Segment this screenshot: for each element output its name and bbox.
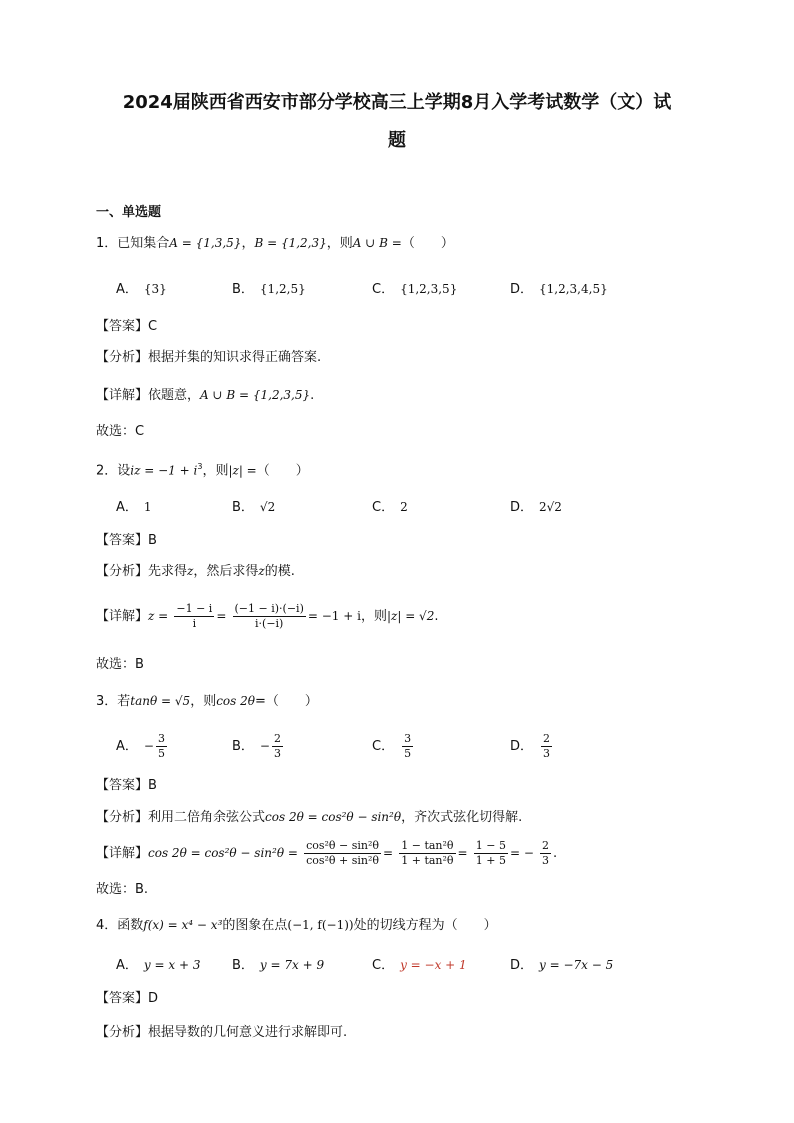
option-label: C． (372, 739, 395, 754)
option-value: 1 (143, 500, 152, 514)
option-label: A． (116, 500, 138, 515)
detail-fraction-4 (540, 839, 551, 868)
q2-prefix: 2．设 (96, 463, 131, 479)
detail-then: ，则 (360, 609, 387, 624)
q2-detail (96, 598, 438, 635)
answer-tag: 【答案】 (96, 533, 149, 548)
analysis-text-a: 利用二倍角余弦公式 (148, 810, 266, 825)
q1-answer (96, 318, 157, 336)
fraction-numerator: 1 − 5 (475, 839, 506, 852)
q2-analysis (96, 562, 295, 581)
option-value: {1,2,3,4,5} (539, 282, 608, 296)
q1-prefix: 1．已知集合 (96, 236, 170, 251)
option-label: C． (372, 282, 395, 297)
option-value: {1,2,5} (259, 282, 306, 296)
option-label: D． (510, 500, 534, 515)
q1-detail (96, 386, 314, 405)
detail-eq: = (216, 609, 227, 623)
fraction-numerator: 2 (273, 732, 281, 745)
analysis-tag: 【分析】 (96, 810, 149, 825)
q2-option-b (232, 498, 275, 517)
fraction-numerator: −1 − i (176, 602, 213, 615)
q1-option-d (510, 280, 608, 299)
q4-analysis (96, 1024, 347, 1042)
q2-option-a (116, 498, 152, 517)
title-line-1: 2024届陕西省西安市部分学校高三上学期8月入学考试数学（文）试 (122, 92, 672, 113)
q4-mid: 的图象在点 (222, 918, 288, 933)
detail-result-sign: = − (509, 846, 534, 860)
q3-option-a (116, 730, 169, 763)
option-sign: − (259, 739, 270, 753)
detail-tag: 【详解】 (96, 388, 149, 403)
option-label: D． (510, 958, 534, 973)
option-label: B． (232, 739, 254, 754)
fraction-denominator: cos²θ + sin²θ (306, 854, 380, 867)
q2-mid: ，则 (202, 463, 229, 479)
q3-option-c (372, 730, 415, 763)
q1-mid: ，则 (326, 236, 353, 251)
answer-value: D (148, 991, 159, 1006)
option-value: y = x + 3 (143, 958, 201, 972)
option-label: A． (116, 739, 138, 754)
detail-abs: |z| = √2 (386, 609, 435, 623)
fraction-numerator: 2 (543, 732, 551, 745)
q2-choose: 故选：B (96, 657, 144, 672)
q3-analysis (96, 808, 522, 827)
q2-option-c (372, 498, 408, 517)
fraction-denominator: 1 + 5 (475, 854, 506, 867)
q4-option-b (232, 956, 324, 975)
q2-answer (96, 532, 157, 550)
analysis-var: z (187, 564, 194, 578)
analysis-text: 根据并集的知识求得正确答案. (148, 350, 322, 365)
q4-option-a (116, 956, 200, 975)
analysis-math: cos 2θ = cos²θ − sin²θ (265, 810, 402, 824)
fraction-denominator: i·(−i) (255, 617, 284, 630)
option-value: √2 (259, 500, 276, 514)
page-title (70, 84, 724, 160)
detail-end: . (434, 609, 439, 624)
answer-tag: 【答案】 (96, 319, 149, 334)
option-label: C． (372, 500, 395, 515)
analysis-tag: 【分析】 (96, 350, 149, 365)
q1-analysis (96, 349, 321, 367)
option-label: A． (116, 958, 138, 973)
fraction-denominator: i (192, 617, 197, 630)
fraction-numerator: cos²θ − sin²θ (306, 839, 380, 852)
detail-z: z = (148, 609, 169, 623)
fraction-denominator: 3 (273, 747, 281, 760)
fraction-numerator: 2 (542, 839, 550, 852)
fraction-denominator: 3 (542, 854, 550, 867)
answer-value: B (148, 533, 157, 548)
option-label: D． (510, 739, 534, 754)
option-sign: − (143, 739, 154, 753)
option-value: 2 (400, 500, 408, 514)
detail-tag: 【详解】 (96, 846, 149, 861)
q1-expr: A ∪ B = (352, 236, 402, 250)
option-label: A． (116, 282, 138, 297)
option-fraction (272, 732, 283, 761)
detail-math: A ∪ B = {1,2,3,5} (200, 388, 311, 402)
q4-stem (96, 916, 497, 935)
detail-tag: 【详解】 (96, 609, 149, 624)
option-label: C． (372, 958, 395, 973)
option-value: 2√2 (539, 500, 562, 514)
q4-option-c (372, 956, 467, 975)
detail-fraction-2 (399, 839, 455, 868)
option-value: {1,2,3,5} (400, 282, 458, 296)
fraction-denominator: 1 + tan²θ (401, 854, 454, 867)
detail-eq: = (457, 846, 468, 860)
q3-answer (96, 777, 157, 795)
q2-expr1: iz = −1 + i (130, 463, 198, 478)
fraction-numerator: 1 − tan²θ (401, 839, 454, 852)
detail-end: . (310, 388, 315, 403)
fraction-numerator: 3 (157, 732, 165, 745)
q4-prefix: 4．函数 (96, 918, 144, 933)
q3-option-b (232, 730, 285, 763)
answer-value: C (148, 319, 158, 334)
q1-option-a (116, 280, 167, 299)
option-fraction (541, 732, 552, 761)
q4-expr2: (−1, f(−1)) (287, 918, 354, 932)
q3-mid: ，则 (190, 694, 217, 709)
analysis-text: 根据导数的几何意义进行求解即可. (148, 1025, 348, 1040)
q1-stem (96, 234, 454, 253)
option-fraction (402, 732, 413, 761)
q2-exp: 3 (197, 462, 203, 471)
q3-detail (96, 836, 557, 871)
option-label: B． (232, 500, 254, 515)
q2-stem (96, 458, 309, 480)
answer-value: B (148, 778, 157, 793)
detail-text: 依题意， (148, 388, 201, 403)
detail-fraction-1 (174, 602, 214, 631)
q1-sep: ， (241, 236, 255, 251)
analysis-text-b: ，然后求得 (193, 564, 259, 579)
option-label: B． (232, 282, 254, 297)
option-label: B． (232, 958, 254, 973)
detail-end: . (553, 846, 558, 861)
fraction-denominator: 5 (157, 747, 165, 760)
q2-expr2: |z| = (228, 463, 257, 478)
q4-end: 处的切线方程为（ ） (353, 918, 497, 933)
q3-expr1: tanθ = √5 (130, 694, 191, 708)
analysis-text-a: 先求得 (148, 564, 188, 579)
detail-fraction-2 (233, 602, 306, 631)
detail-fraction-1 (304, 839, 381, 868)
analysis-tag: 【分析】 (96, 1025, 149, 1040)
q3-option-d (510, 730, 554, 763)
option-value: y = 7x + 9 (259, 958, 325, 972)
section-heading: 一、单选题 (96, 205, 162, 220)
analysis-text-b: ，齐次式弦化切得解. (401, 810, 523, 825)
analysis-var: z (258, 564, 265, 578)
q3-prefix: 3．若 (96, 694, 131, 709)
answer-tag: 【答案】 (96, 778, 149, 793)
option-value: y = −x + 1 (400, 958, 467, 972)
q2-option-d (510, 498, 562, 517)
fraction-denominator: 5 (404, 747, 412, 760)
q2-paren: （ ） (256, 463, 309, 479)
detail-fraction-3 (474, 839, 508, 868)
detail-eq: = (383, 846, 394, 860)
q4-expr1: f(x) = x⁴ − x³ (143, 918, 223, 932)
q1-paren: （ ） (401, 236, 454, 251)
fraction-denominator: 3 (543, 747, 551, 760)
option-fraction (156, 732, 167, 761)
q3-expr2: cos 2θ (216, 694, 255, 708)
answer-tag: 【答案】 (96, 991, 149, 1006)
fraction-numerator: 3 (404, 732, 412, 745)
option-label: D． (510, 282, 534, 297)
q1-set-a: A = {1,3,5} (169, 236, 242, 250)
q1-option-b (232, 280, 306, 299)
q4-answer (96, 990, 158, 1008)
q3-end: =（ ） (254, 694, 318, 709)
q3-choose: 故选：B. (96, 882, 149, 897)
q4-option-d (510, 956, 613, 975)
fraction-numerator: (−1 − i)·(−i) (234, 602, 304, 615)
option-value: {3} (143, 282, 167, 296)
analysis-tag: 【分析】 (96, 564, 149, 579)
title-line-2: 题 (388, 130, 406, 151)
q1-choose: 故选：C (96, 424, 145, 439)
q1-set-b: B = {1,2,3} (254, 236, 327, 250)
detail-result: = −1 + i (307, 609, 361, 623)
analysis-text-c: 的模. (264, 564, 295, 579)
q1-option-c (372, 280, 457, 299)
detail-lead: cos 2θ = cos²θ − sin²θ = (148, 846, 298, 860)
option-value: y = −7x − 5 (539, 958, 614, 972)
q3-stem (96, 692, 318, 711)
